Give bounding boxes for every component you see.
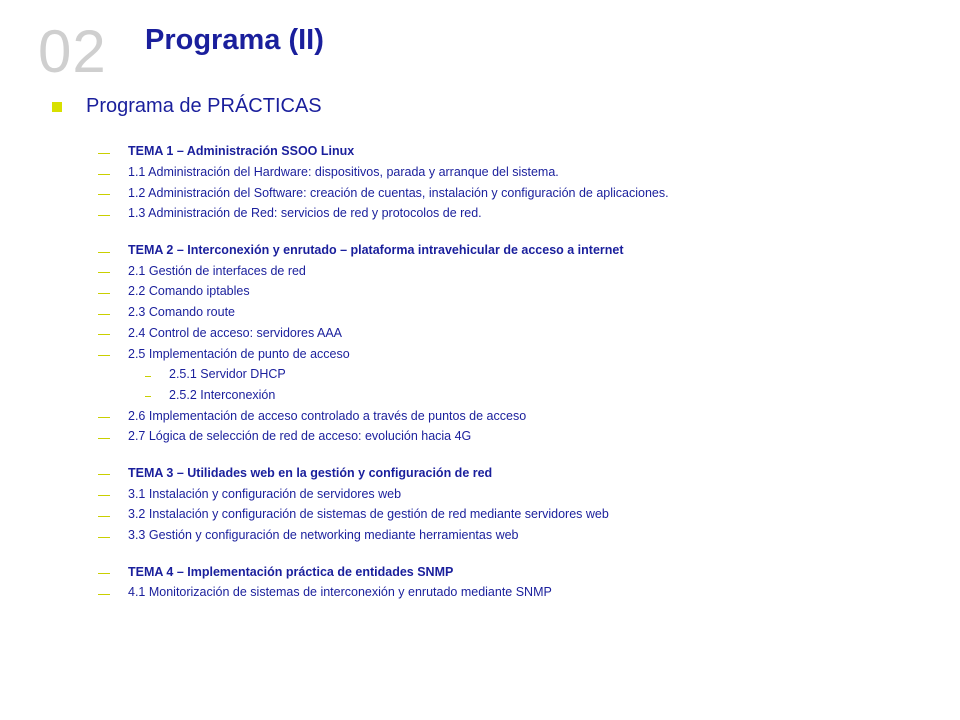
list-item-text: 1.1 Administración del Hardware: dispositivos, parada y arranque del sistema. — [128, 165, 559, 180]
slide-number: 02 — [38, 18, 107, 85]
list-item-text: 2.3 Comando route — [128, 305, 236, 320]
practice-program-list — [98, 141, 918, 603]
dash-bullet-icon — [98, 573, 110, 574]
sub-list-item — [98, 385, 918, 406]
dash-bullet-icon — [98, 215, 110, 216]
list-item — [98, 483, 918, 504]
sub-list-item-text: 2.5.1 Servidor DHCP — [169, 367, 286, 382]
list-item-text: 3.3 Gestión y configuración de networking mediante herramientas web — [128, 528, 519, 543]
list-item — [98, 582, 918, 603]
list-item-text: 1.3 Administración de Red: servicios de red y protocolos de red. — [128, 206, 482, 221]
list-item-text: 2.1 Gestión de interfaces de red — [128, 263, 306, 278]
list-item — [98, 162, 918, 183]
section-heading — [52, 95, 322, 118]
topic-heading-text: TEMA 3 – Utilidades web en la gestión y configuración de red — [128, 465, 493, 480]
topic-heading — [98, 240, 918, 261]
list-item-text: 2.7 Lógica de selección de red de acceso: evolución hacia 4G — [128, 429, 472, 444]
square-bullet-icon — [52, 102, 62, 112]
list-item — [98, 525, 918, 546]
list-item — [98, 260, 918, 281]
dash-bullet-icon — [98, 194, 110, 195]
list-item-text: 2.2 Comando iptables — [128, 284, 250, 299]
topic-heading — [98, 561, 918, 582]
list-item — [98, 323, 918, 344]
dash-bullet-icon — [98, 174, 110, 175]
list-item — [98, 405, 918, 426]
list-item-text: 2.5 Implementación de punto de acceso — [128, 346, 350, 361]
dash-bullet-icon — [98, 417, 110, 418]
topic-heading-text: TEMA 4 – Implementación práctica de entidades SNMP — [128, 564, 454, 579]
spacer — [98, 447, 918, 463]
slide-title: Programa (II) — [145, 24, 324, 56]
dash-bullet-icon — [98, 594, 110, 595]
list-item-text: 2.6 Implementación de acceso controlado a través de puntos de acceso — [128, 408, 527, 423]
topic-heading — [98, 141, 918, 162]
list-item-text: 3.2 Instalación y configuración de sistemas de gestión de red mediante servidores web — [128, 507, 609, 522]
dash-bullet-icon — [98, 495, 110, 496]
list-item — [98, 504, 918, 525]
dash-bullet-icon — [98, 537, 110, 538]
dash-bullet-icon — [98, 355, 110, 356]
section-heading-text: Programa de PRÁCTICAS — [86, 95, 322, 117]
list-item — [98, 302, 918, 323]
dash-bullet-icon — [145, 376, 151, 377]
dash-bullet-icon — [98, 153, 110, 154]
spacer — [98, 545, 918, 561]
spacer — [98, 224, 918, 240]
dash-bullet-icon — [98, 334, 110, 335]
list-item — [98, 343, 918, 364]
dash-bullet-icon — [98, 474, 110, 475]
list-item-text: 3.1 Instalación y configuración de servidores web — [128, 486, 402, 501]
sub-list-item-text: 2.5.2 Interconexión — [169, 387, 276, 402]
list-item — [98, 182, 918, 203]
dash-bullet-icon — [98, 272, 110, 273]
list-item-text: 2.4 Control de acceso: servidores AAA — [128, 325, 343, 340]
dash-bullet-icon — [98, 314, 110, 315]
list-item-text: 1.2 Administración del Software: creación de cuentas, instalación y configuración de aplicaciones. — [128, 185, 669, 200]
dash-bullet-icon — [98, 516, 110, 517]
dash-bullet-icon — [98, 438, 110, 439]
dash-bullet-icon — [145, 396, 151, 397]
list-item — [98, 203, 918, 224]
list-item-text: 4.1 Monitorización de sistemas de interconexión y enrutado mediante SNMP — [128, 585, 552, 600]
topic-heading-text: TEMA 1 – Administración SSOO Linux — [128, 144, 355, 159]
topic-heading-text: TEMA 2 – Interconexión y enrutado – plataforma intravehicular de acceso a internet — [128, 243, 624, 258]
list-item — [98, 281, 918, 302]
list-item — [98, 426, 918, 447]
dash-bullet-icon — [98, 293, 110, 294]
dash-bullet-icon — [98, 252, 110, 253]
topic-heading — [98, 463, 918, 484]
sub-list-item — [98, 364, 918, 385]
